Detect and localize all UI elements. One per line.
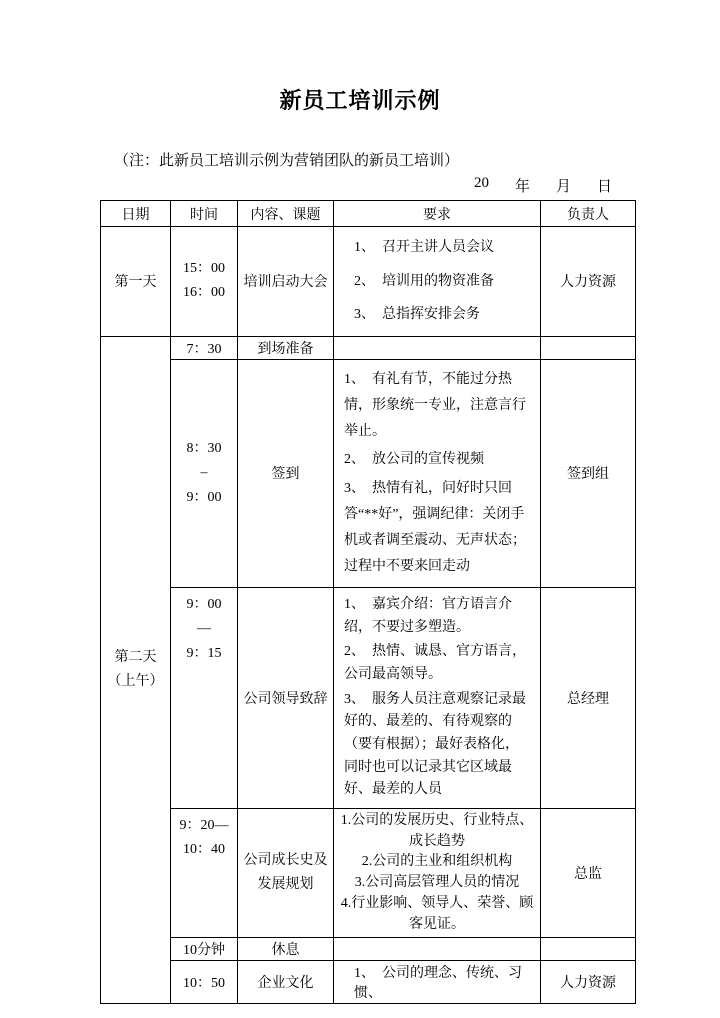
training-schedule-table bbox=[100, 200, 636, 1004]
arrival-requirements-cell bbox=[334, 336, 541, 359]
requirement-item: 2、 培训用的物资准备 bbox=[354, 273, 494, 289]
arrival-time-cell: 7：30 bbox=[171, 336, 238, 359]
checkin-time-start: 8：30 bbox=[186, 440, 222, 456]
header-owner: 负责人 bbox=[541, 201, 636, 227]
history-time-end: 10：40 bbox=[183, 842, 225, 858]
date-day-label: 日 bbox=[597, 179, 613, 195]
day1-time-start: 15：00 bbox=[183, 260, 225, 276]
speech-time-dash: — bbox=[197, 621, 211, 637]
requirement-item: 2、 放公司的宣传视频 bbox=[344, 452, 484, 468]
header-content: 内容、课题 bbox=[238, 201, 334, 227]
history-content-line1: 公司成长史及 bbox=[243, 852, 328, 868]
history-content-line2: 发展规划 bbox=[257, 877, 314, 893]
history-owner-cell: 总监 bbox=[541, 808, 636, 937]
history-time-cell bbox=[171, 808, 238, 937]
requirement-item: 3、 服务人员注意观察记录最好的、最差的、有待观察的（要有根据）；最好表格化，同时也可以记录其它区域最好、最差的人员 bbox=[344, 691, 526, 798]
requirement-item: 3、 热情有礼，问好时只回答“**好”，强调纪律：关闭手机或者调至震动、无声状态；过程中不要来回走动 bbox=[344, 481, 526, 575]
break-time-cell: 10分钟 bbox=[171, 938, 238, 961]
table-row-history bbox=[101, 808, 636, 937]
speech-owner-cell: 总经理 bbox=[541, 587, 636, 808]
culture-owner-cell: 人力资源 bbox=[541, 961, 636, 1004]
date-year-label: 年 bbox=[515, 179, 531, 195]
checkin-content-cell: 签到 bbox=[238, 359, 334, 587]
speech-requirements-cell bbox=[334, 587, 541, 808]
requirement-item: 2.公司的主业和组织机构 bbox=[361, 854, 513, 870]
culture-requirements-cell: 1、 公司的理念、传统、习惯、 bbox=[334, 961, 541, 1004]
header-date: 日期 bbox=[101, 201, 171, 227]
speech-content-cell: 公司领导致辞 bbox=[238, 587, 334, 808]
speech-time-start: 9：00 bbox=[186, 596, 222, 612]
requirement-item: 1、 召开主讲人员会议 bbox=[354, 240, 494, 255]
break-owner-cell bbox=[541, 938, 636, 961]
document-note: （注：此新员工培训示例为营销团队的新员工培训） bbox=[114, 153, 460, 169]
speech-time-cell bbox=[171, 587, 238, 808]
checkin-time-end: 9：00 bbox=[186, 489, 222, 505]
date-line bbox=[0, 175, 720, 196]
speech-time-end: 9：15 bbox=[186, 645, 222, 661]
date-year-prefix: 20 bbox=[474, 175, 489, 191]
date-month-label: 月 bbox=[556, 179, 572, 195]
checkin-owner-cell: 签到组 bbox=[541, 359, 636, 587]
requirement-item: 3.公司高层管理人员的情况 bbox=[354, 875, 520, 891]
day2-date-line1: 第二天 bbox=[114, 649, 157, 665]
header-requirements: 要求 bbox=[334, 201, 541, 227]
table-row-break bbox=[101, 938, 636, 961]
arrival-owner-cell bbox=[541, 336, 636, 359]
requirement-item: 2、 热情、诚恳、官方语言，公司最高领导。 bbox=[344, 644, 526, 682]
culture-time-cell: 10：50 bbox=[171, 961, 238, 1004]
day1-time-end: 16：00 bbox=[183, 285, 225, 301]
table-row-day1 bbox=[101, 227, 636, 337]
history-content-cell bbox=[238, 808, 334, 937]
requirement-item: 1、 嘉宾介绍：官方语言介绍，不要过多塑造。 bbox=[344, 596, 512, 635]
requirement-item: 4.行业影响、领导人、荣誉、顾客见证。 bbox=[340, 895, 534, 932]
table-header-row bbox=[101, 201, 636, 227]
table-row-culture bbox=[101, 961, 636, 1004]
day1-content-cell: 培训启动大会 bbox=[238, 227, 334, 337]
history-time-start: 9：20— bbox=[179, 817, 229, 833]
table-row-speech bbox=[101, 587, 636, 808]
requirement-item: 1、 有礼有节，不能过分热情，形象统一专业，注意言行举止。 bbox=[344, 371, 526, 439]
break-requirements-cell bbox=[334, 938, 541, 961]
day1-requirements-cell bbox=[334, 227, 541, 337]
day2-date-cell bbox=[101, 336, 171, 1003]
arrival-content-cell: 到场准备 bbox=[238, 336, 334, 359]
checkin-time-dash: – bbox=[200, 465, 208, 481]
requirement-item: 1.公司的发展历史、行业特点、成长趋势 bbox=[340, 812, 534, 849]
day2-date-line2: （上午） bbox=[107, 674, 164, 690]
checkin-requirements-cell bbox=[334, 359, 541, 587]
checkin-time-cell bbox=[171, 359, 238, 587]
day1-time-cell bbox=[171, 227, 238, 337]
header-time: 时间 bbox=[171, 201, 238, 227]
history-requirements-cell bbox=[334, 808, 541, 937]
table-row-arrival bbox=[101, 336, 636, 359]
requirement-item: 3、 总指挥安排会务 bbox=[354, 307, 480, 323]
table-row-checkin bbox=[101, 359, 636, 587]
document-title: 新员工培训示例 bbox=[279, 88, 441, 113]
break-content-cell: 休息 bbox=[238, 938, 334, 961]
culture-content-cell: 企业文化 bbox=[238, 961, 334, 1004]
day1-owner-cell: 人力资源 bbox=[541, 227, 636, 337]
day1-date-cell: 第一天 bbox=[101, 227, 171, 337]
